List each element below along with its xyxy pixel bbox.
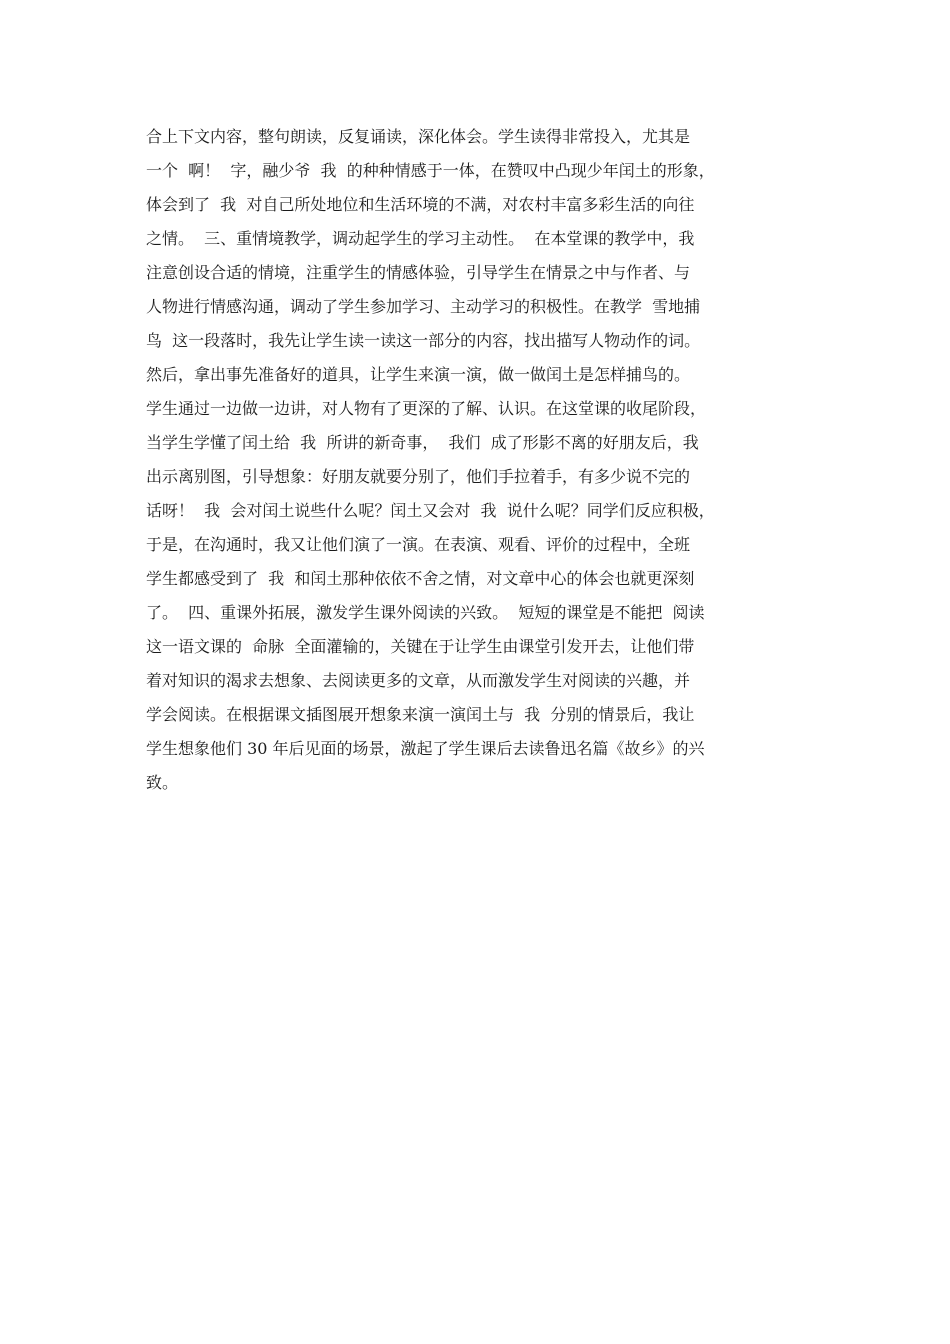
text-line-1: 合上下文内容，整句朗读，反复诵读，深化体会。学生读得非常投入，尤其是 <box>146 127 691 146</box>
text-line-6: 人物进行情感沟通，调动了学生参加学习、主动学习的积极性。在教学 雪地捕 <box>146 297 701 316</box>
text-line-19: 学生想象他们 30 年后见面的场景，激起了学生课后去读鲁迅名篇《故乡》的兴 <box>146 739 705 758</box>
text-line-7: 鸟 这一段落时，我先让学生读一读这一部分的内容，找出描写人物动作的词。 <box>146 331 701 350</box>
text-line-4: 之情。 三、重情境教学，调动起学生的学习主动性。 在本堂课的教学中，我 <box>146 229 695 248</box>
text-line-5: 注意创设合适的情境，注重学生的情感体验，引导学生在情景之中与作者、与 <box>146 263 691 282</box>
text-line-9: 学生通过一边做一边讲，对人物有了更深的了解、认识。在这堂课的收尾阶段， <box>146 399 707 418</box>
text-line-12: 话呀！ 我 会对闰土说些什么呢？闰土又会对 我 说什么呢？同学们反应积极， <box>146 501 715 520</box>
text-line-16: 这一语文课的 命脉 全面灌输的，关键在于让学生由课堂引发开去，让他们带 <box>146 637 695 656</box>
text-line-14: 学生都感受到了 我 和闰土那种依依不舍之情，对文章中心的体会也就更深刻 <box>146 569 695 588</box>
text-line-13: 于是，在沟通时，我又让他们演了一演。在表演、观看、评价的过程中，全班 <box>146 535 691 554</box>
text-line-17: 着对知识的渴求去想象、去阅读更多的文章，从而激发学生对阅读的兴趣，并 <box>146 671 691 690</box>
text-line-11: 出示离别图，引导想象：好朋友就要分别了，他们手拉着手，有多少说不完的 <box>146 467 691 486</box>
text-line-2: 一个 啊！ 字，融少爷 我 的种种情感于一体，在赞叹中凸现少年闰土的形象， <box>146 161 715 180</box>
text-line-10: 当学生学懂了闰土给 我 所讲的新奇事， 我们 成了形影不离的好朋友后，我 <box>146 433 699 452</box>
text-line-18: 学会阅读。在根据课文插图展开想象来演一演闰土与 我 分别的情景后，我让 <box>146 705 695 724</box>
text-line-20: 致。 <box>146 773 179 792</box>
text-line-3: 体会到了 我 对自己所处地位和生活环境的不满，对农村丰富多彩生活的向往 <box>146 195 695 214</box>
text-line-8: 然后，拿出事先准备好的道具，让学生来演一演，做一做闰土是怎样捕鸟的。 <box>146 365 691 384</box>
body-paragraph <box>146 120 826 800</box>
text-line-15: 了。 四、重课外拓展，激发学生课外阅读的兴致。 短短的课堂是不能把 阅读 <box>146 603 705 622</box>
